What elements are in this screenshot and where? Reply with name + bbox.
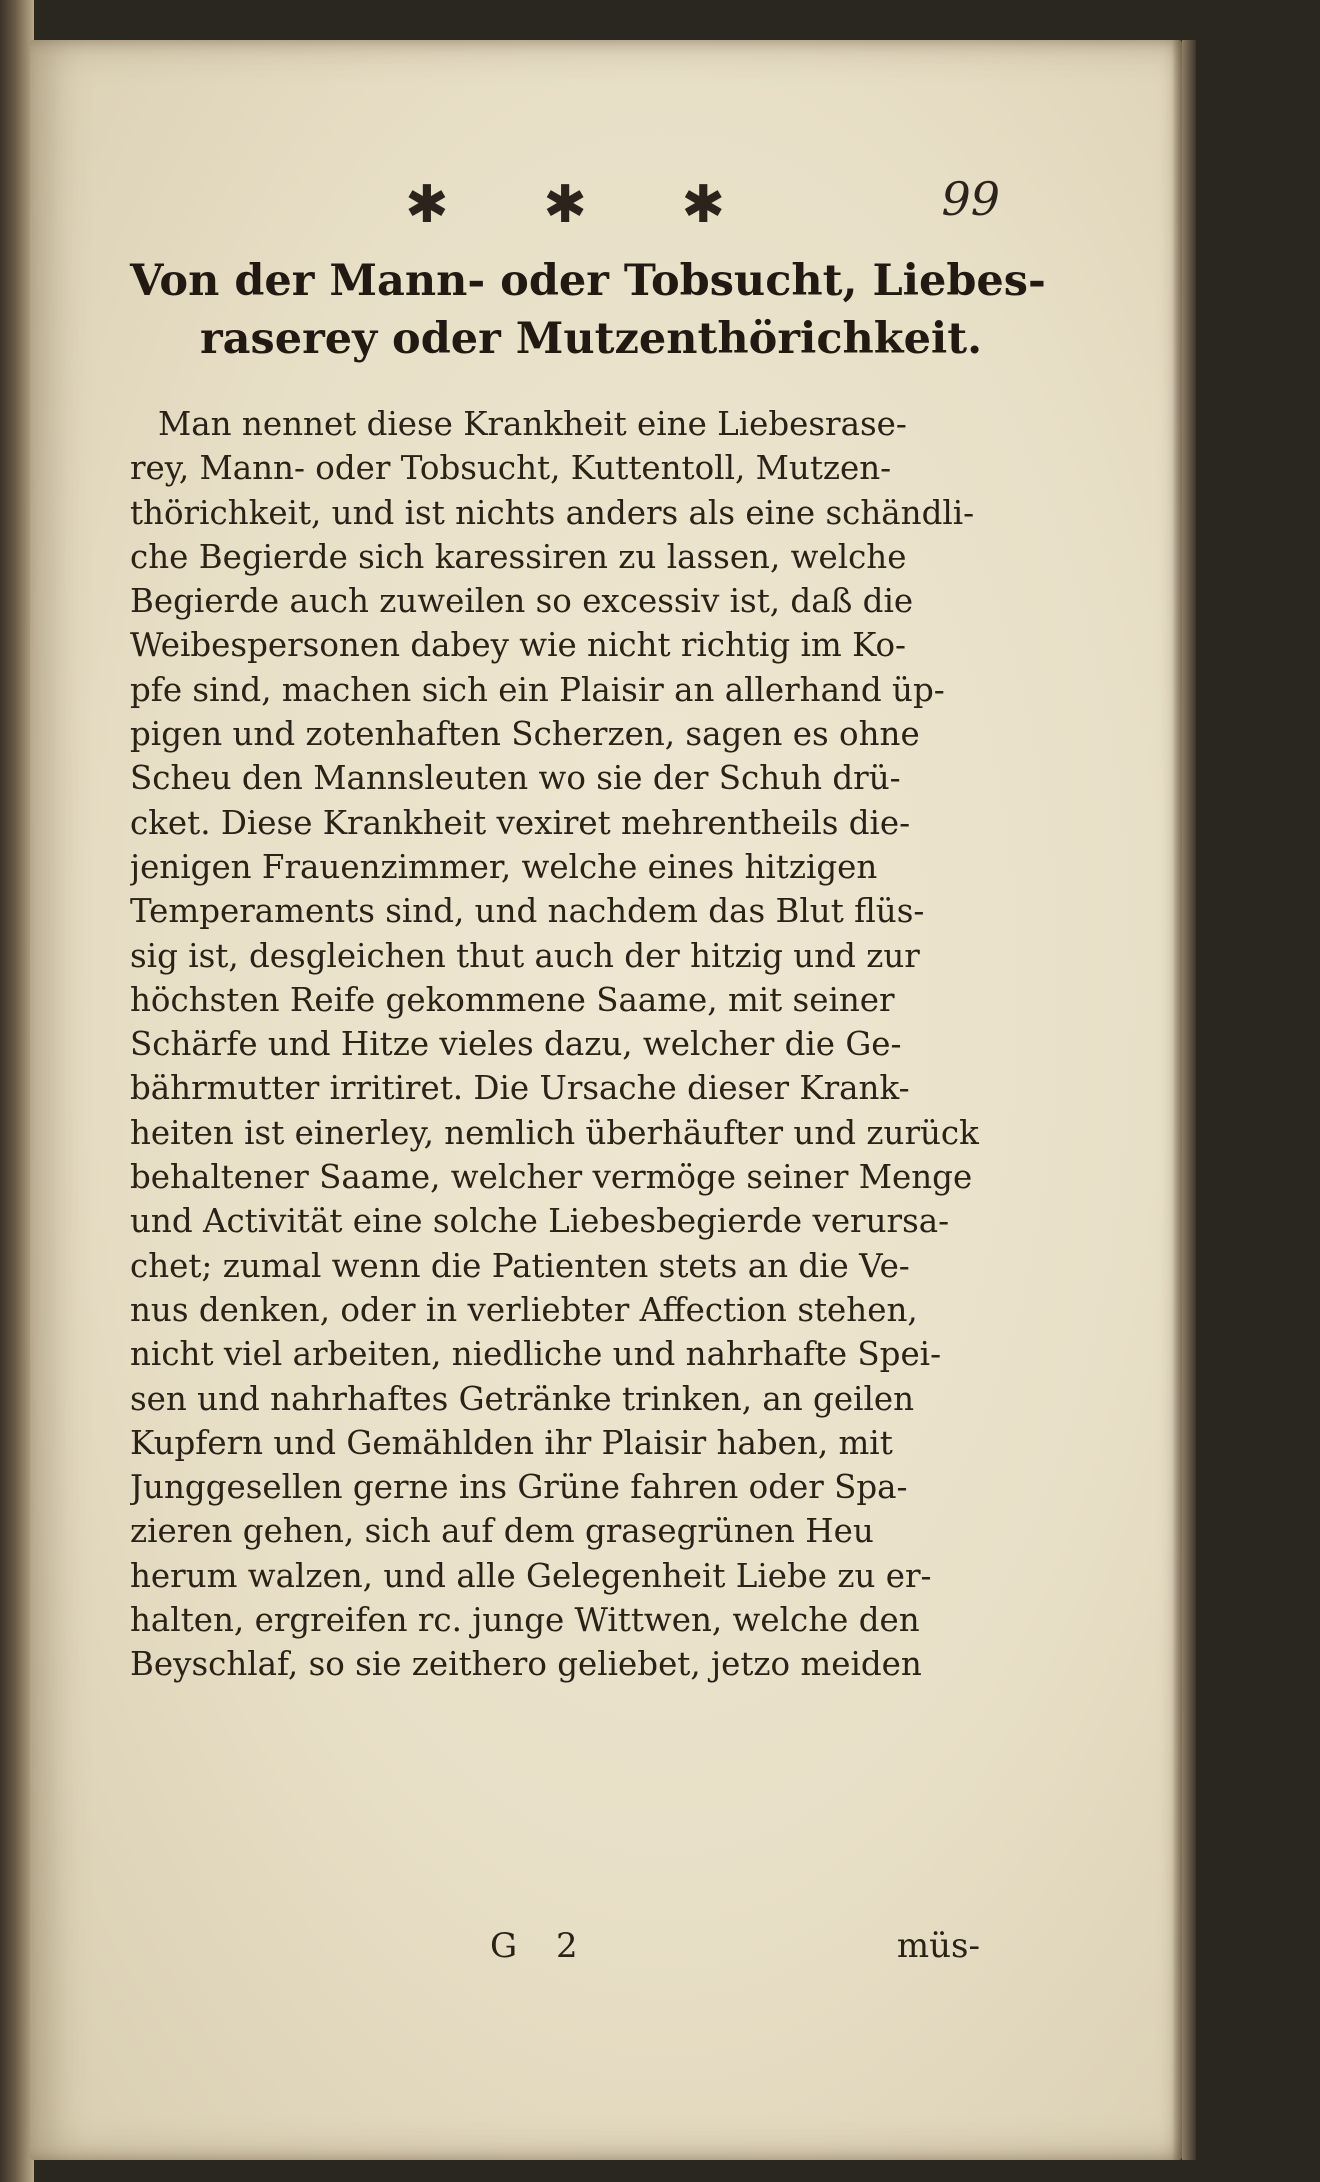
text-line: pigen und zotenhaften Scherzen, sagen es ohne [130, 715, 920, 754]
chapter-title [130, 252, 1046, 368]
text-line: Weibespersonen dabey wie nicht richtig im Ko- [130, 626, 907, 665]
text-line: rey, Mann- oder Tobsucht, Kuttentoll, Mutzen- [130, 449, 892, 488]
text-line: halten, ergreifen rc. junge Wittwen, welche den [130, 1601, 920, 1640]
text-line: sen und nahrhaftes Getränke trinken, an geilen [130, 1379, 915, 1418]
ornament-star-icon: ✱ [681, 175, 725, 235]
catchword: müs- [896, 1926, 980, 1966]
text-line: herum walzen, und alle Gelegenheit Liebe zu er- [130, 1556, 932, 1595]
text-line: Temperaments sind, und nachdem das Blut flüs- [130, 892, 925, 931]
book-binding-edge [0, 0, 34, 2182]
page-edge-shadow [1182, 40, 1196, 2160]
text-line: und Activität eine solche Liebesbegierde verursa- [130, 1202, 950, 1241]
text-line: che Begierde sich karessiren zu lassen, welche [130, 537, 907, 576]
text-line: Beyschlaf, so sie zeithero geliebet, jetzo meiden [130, 1645, 922, 1684]
body-paragraph [130, 402, 980, 1687]
page-header [140, 170, 1000, 240]
text-line: Kupfern und Gemählden ihr Plaisir haben, mit [130, 1423, 893, 1462]
text-line: Scheu den Mannsleuten wo sie der Schuh drü- [130, 759, 901, 798]
text-line: höchsten Reife gekommene Saame, mit seiner [130, 980, 895, 1019]
page-number: 99 [941, 172, 1000, 226]
page-footer [130, 1926, 980, 1976]
text-line: nicht viel arbeiten, niedliche und nahrhafte Spei- [130, 1335, 942, 1374]
chapter-title-line: Von der Mann- oder Tobsucht, Liebes- [130, 256, 1046, 306]
text-line: Junggesellen gerne ins Grüne fahren oder Spa- [130, 1468, 908, 1507]
text-line: behaltener Saame, welcher vermöge seiner Menge [130, 1158, 973, 1197]
text-line: sig ist, desgleichen thut auch der hitzig und zur [130, 936, 920, 975]
text-line: Schärfe und Hitze vieles dazu, welcher die Ge- [130, 1025, 902, 1064]
text-line: Begierde auch zuweilen so excessiv ist, daß die [130, 582, 914, 621]
text-line: jenigen Frauenzimmer, welche eines hitzigen [130, 847, 878, 886]
ornament-star-icon: ✱ [405, 175, 449, 235]
chapter-title-line: raserey oder Mutzenthörichkeit. [200, 314, 983, 364]
text-line: Man nennet diese Krankheit eine Liebesrase- [158, 405, 907, 443]
text-line: nus denken, oder in verliebter Affection stehen, [130, 1290, 918, 1329]
ornament-row [405, 170, 725, 240]
text-line: cket. Diese Krankheit vexiret mehrentheils die- [130, 803, 911, 842]
ornament-star-icon: ✱ [543, 175, 587, 235]
text-line: heiten ist einerley, nemlich überhäufter und zurück [130, 1113, 979, 1152]
text-line: bährmutter irritiret. Die Ursache dieser Krank- [130, 1069, 910, 1108]
signature-mark: G 2 [490, 1926, 592, 1966]
text-line: thörichkeit, und ist nichts anders als eine schändli- [130, 493, 975, 532]
text-line: chet; zumal wenn die Patienten stets an die Ve- [130, 1246, 910, 1285]
text-line: pfe sind, machen sich ein Plaisir an allerhand üp- [130, 670, 945, 709]
text-line: zieren gehen, sich auf dem grasegrünen Heu [130, 1512, 874, 1551]
